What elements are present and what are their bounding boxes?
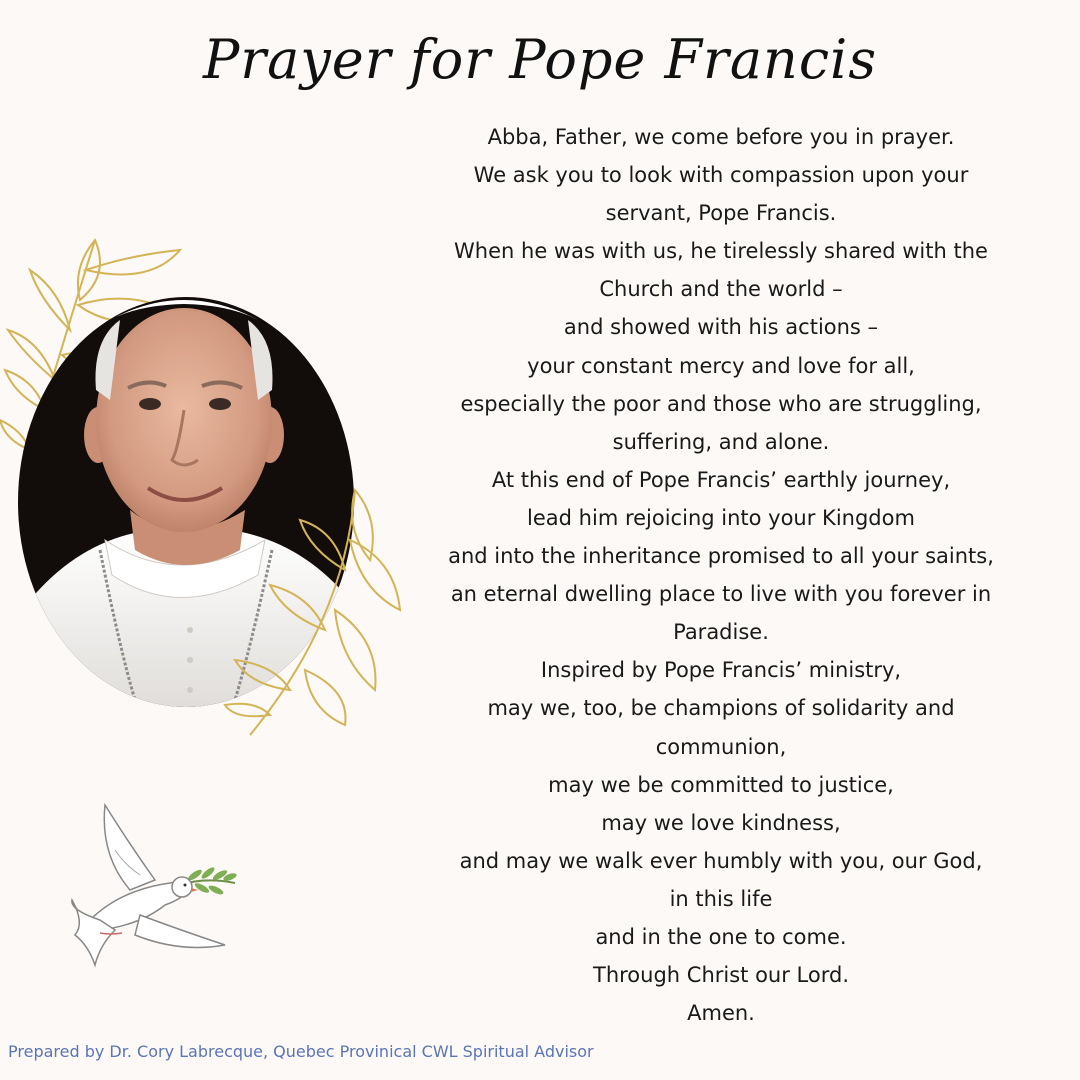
prayer-line: Through Christ our Lord. bbox=[593, 963, 849, 988]
prayer-text bbox=[410, 118, 1032, 1032]
prayer-line: communion, bbox=[655, 734, 787, 759]
prayer-line: Abba, Father, we come before you in prayer. bbox=[487, 125, 955, 149]
prayer-line: Church and the world – bbox=[599, 277, 843, 302]
prayer-line: servant, Pope Francis. bbox=[605, 201, 837, 226]
prayer-line: may we be committed to justice, bbox=[548, 772, 894, 797]
prayer-line: your constant mercy and love for all, bbox=[527, 353, 915, 378]
prayer-line: Paradise. bbox=[673, 620, 769, 645]
prayer-line: lead him rejoicing into your Kingdom bbox=[527, 505, 915, 530]
prayer-line: suffering, and alone. bbox=[612, 429, 830, 454]
prayer-line: At this end of Pope Francis’ earthly journey, bbox=[491, 467, 951, 492]
prayer-line: may we, too, be champions of solidarity and bbox=[487, 696, 955, 721]
dove-illustration bbox=[60, 795, 250, 980]
prayer-line: and in the one to come. bbox=[595, 924, 847, 949]
prayer-line: We ask you to look with compassion upon your bbox=[473, 163, 969, 188]
prayer-line: Inspired by Pope Francis’ ministry, bbox=[540, 658, 902, 683]
prayer-line: in this life bbox=[669, 886, 773, 911]
page-title: Prayer for Pope Francis bbox=[202, 28, 878, 91]
prayer-line: and showed with his actions – bbox=[563, 315, 879, 340]
credit-text: Prepared by Dr. Cory Labrecque, Quebec Provinical CWL Spiritual Advisor bbox=[8, 1042, 594, 1061]
prayer-line: may we love kindness, bbox=[601, 810, 841, 835]
prayer-line: Amen. bbox=[687, 1001, 755, 1026]
portrait-illustration bbox=[0, 220, 410, 760]
prayer-line: and into the inheritance promised to all your saints, bbox=[448, 544, 994, 569]
prayer-line: especially the poor and those who are struggling, bbox=[460, 391, 982, 416]
prayer-line: When he was with us, he tirelessly shared with the bbox=[454, 239, 988, 264]
prayer-line: and may we walk ever humbly with you, our God, bbox=[459, 848, 983, 873]
prayer-line: an eternal dwelling place to live with you forever in bbox=[450, 582, 992, 607]
